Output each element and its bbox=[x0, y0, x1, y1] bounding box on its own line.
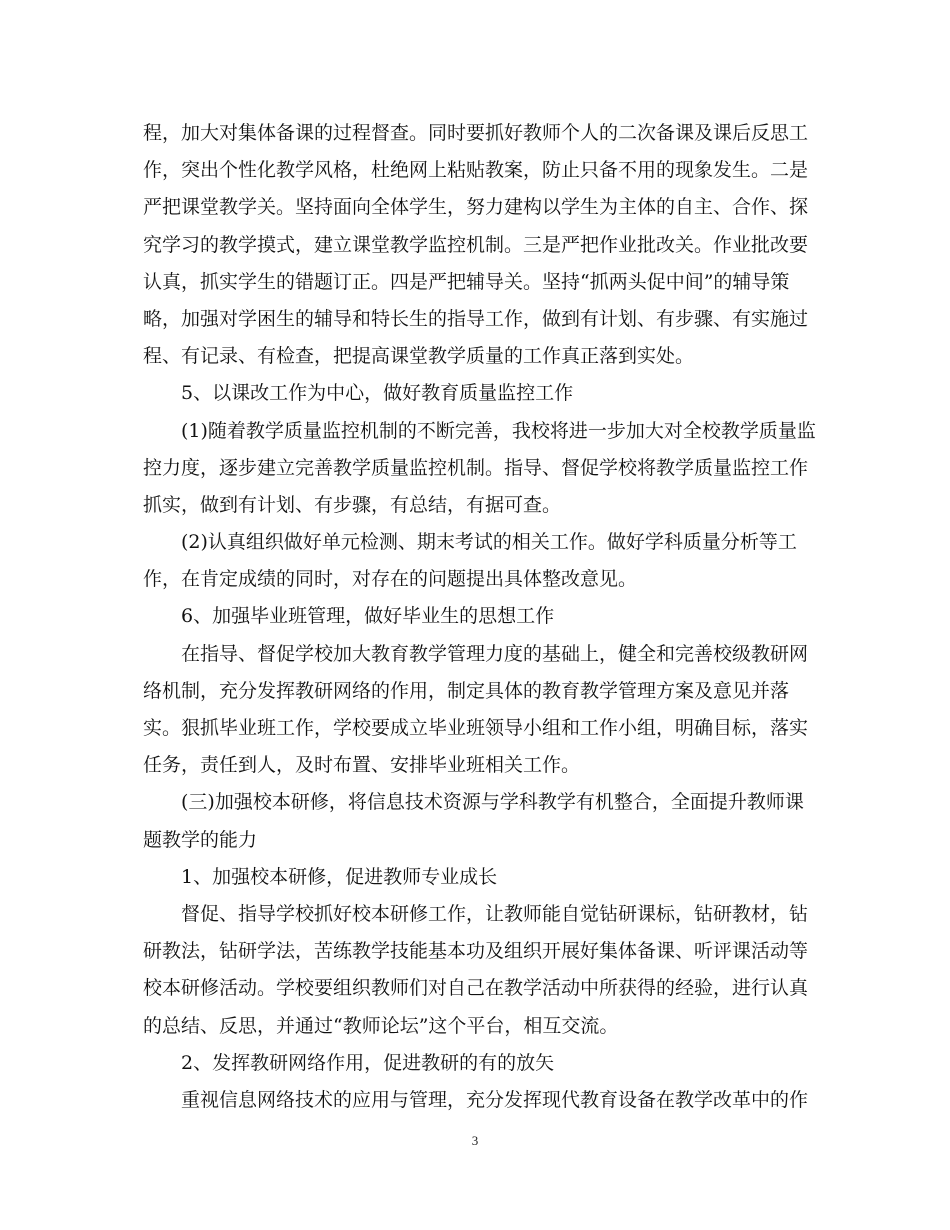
text-line: 认真，抓实学生的错题订正。四是严把辅导关。坚持“抓两头促中间”的辅导策 bbox=[143, 270, 790, 293]
text-line: 重视信息网络技术的应用与管理，充分发挥现代教育设备在教学改革中的作 bbox=[181, 1088, 809, 1111]
text-line: 的总结、反思，并通过“教师论坛”这个平台，相互交流。 bbox=[143, 1014, 619, 1037]
text-line: 6、加强毕业班管理，做好毕业生的思想工作 bbox=[181, 605, 555, 628]
text-line: 程、有记录、有检查，把提高课堂教学质量的工作真正落到实处。 bbox=[143, 345, 695, 368]
text-line: 2、发挥教研网络作用，促进教研的有的放矢 bbox=[181, 1051, 555, 1074]
text-line: 严把课堂教学关。坚持面向全体学生，努力建构以学生为主体的自主、合作、探 bbox=[143, 196, 809, 219]
text-line: 题教学的能力 bbox=[143, 828, 258, 851]
text-line: 抓实，做到有计划、有步骤，有总结，有据可查。 bbox=[143, 493, 562, 516]
text-line: 校本研修活动。学校要组织教师们对自己在教学活动中所获得的经验，进行认真 bbox=[143, 977, 809, 1000]
text-line: 究学习的教学摸式，建立课堂教学监控机制。三是严把作业批改关。作业批改要 bbox=[143, 233, 809, 256]
text-line: 1、加强校本研修，促进教师专业成长 bbox=[181, 865, 498, 888]
text-line: 络机制，充分发挥教研网络的作用，制定具体的教育教学管理方案及意见并落 bbox=[143, 679, 790, 702]
text-line: 研教法，钻研学法，苦练教学技能基本功及组织开展好集体备课、听评课活动等 bbox=[143, 940, 809, 963]
body-text bbox=[143, 115, 816, 1119]
text-line: 任务，责任到人，及时布置、安排毕业班相关工作。 bbox=[143, 754, 581, 777]
text-line: 督促、指导学校抓好校本研修工作，让教师能自觉钻研课标，钻研教材，钻 bbox=[181, 902, 809, 925]
text-line: 作，在肯定成绩的同时，对存在的问题提出具体整改意见。 bbox=[143, 568, 638, 591]
text-line: 实。狠抓毕业班工作，学校要成立毕业班领导小组和工作小组，明确目标，落实 bbox=[143, 717, 809, 739]
text-line: 在指导、督促学校加大教育教学管理力度的基础上，健全和完善校级教研网 bbox=[181, 642, 809, 665]
text-line: 略，加强对学困生的辅导和特长生的指导工作，做到有计划、有步骤、有实施过 bbox=[143, 307, 809, 330]
text-line: 5、以课改工作为中心，做好教育质量监控工作 bbox=[181, 382, 574, 405]
text-line: (2)认真组织做好单元检测、期末考试的相关工作。做好学科质量分析等工 bbox=[181, 531, 797, 554]
text-line: (1)随着教学质量监控机制的不断完善，我校将进一步加大对全校教学质量监 bbox=[181, 419, 816, 442]
text-line: 控力度，逐步建立完善教学质量监控机制。指导、督促学校将教学质量监控工作 bbox=[143, 456, 809, 479]
text-line: 程，加大对集体备课的过程督查。同时要抓好教师个人的二次备课及课后反思工 bbox=[143, 122, 809, 144]
text-line: (三)加强校本研修，将信息技术资源与学科教学有机整合，全面提升教师课 bbox=[181, 791, 804, 814]
page-number: 3 bbox=[471, 1133, 479, 1148]
text-line: 作，突出个性化教学风格，杜绝网上粘贴教案，防止只备不用的现象发生。二是 bbox=[143, 159, 809, 182]
